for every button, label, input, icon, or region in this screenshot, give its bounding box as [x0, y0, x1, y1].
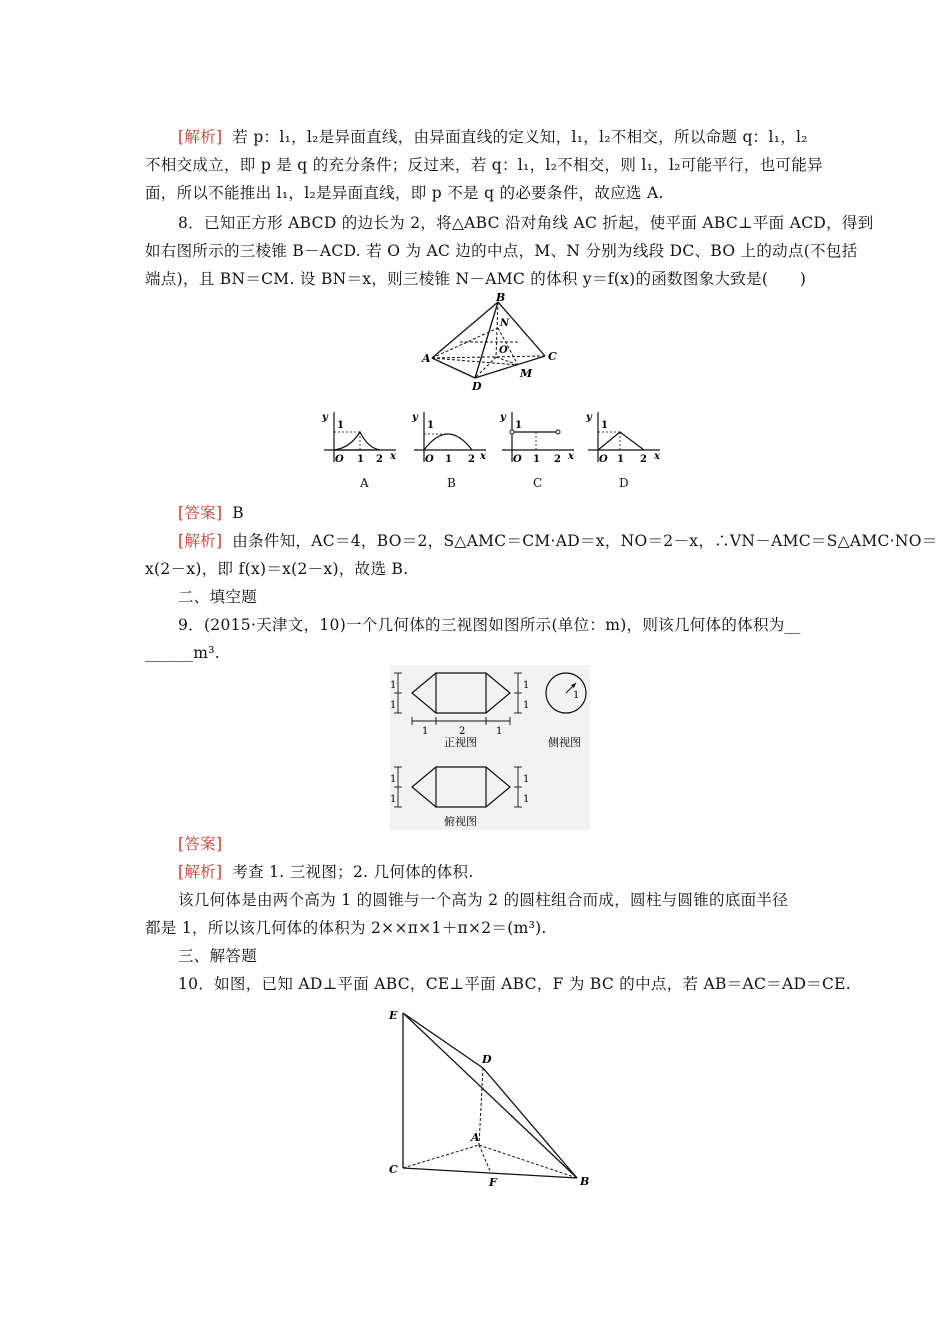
- tick-one: 1: [337, 420, 344, 431]
- axis-y-label: y: [322, 412, 328, 423]
- tick-one: 1: [601, 420, 608, 431]
- option-d-label: D: [619, 476, 629, 490]
- origin-label: O: [335, 454, 344, 465]
- q7-analysis-line-1: [178, 127, 810, 147]
- label-d: D: [472, 380, 482, 393]
- label-o: O: [499, 345, 508, 356]
- q9-analysis-line-2: 该几何体是由两个高为 1 的圆锥与一个高为 2 的圆柱组合而成，圆柱与圆锥的底面半径: [178, 891, 789, 909]
- option-a-label: A: [360, 476, 369, 490]
- q8-answer-line: [178, 503, 810, 523]
- q8-analysis-line-2: x(2－x)，即 f(x)＝x(2－x)，故选 B.: [145, 560, 409, 578]
- label-a: A: [422, 352, 431, 365]
- q9-stem-line-1: 9．(2015·天津文，10)一个几何体的三视图如图所示(单位：m)，则该几何体的体积为__: [178, 616, 801, 634]
- q7-analysis-line-2: 不相交成立，即 p 是 q 的充分条件；反过来，若 q：l₁，l₂不相交，则 l₁，l₂可能平行，也可能异: [145, 156, 823, 174]
- q8-analysis-line-1: [178, 531, 938, 551]
- label-c: C: [548, 350, 557, 363]
- label-f: F: [489, 1176, 497, 1189]
- section-fill-in: 二、填空题: [178, 588, 258, 606]
- q8-stem-line-2: 如右图所示的三棱锥 B－ACD. 若 O 为 AC 边的中点，M、N 分别为线段 DC、BO 上的动点(不包括: [145, 242, 858, 260]
- axis-y-label: y: [586, 412, 592, 423]
- analysis-tag: [解析]: [178, 863, 223, 881]
- label-m: M: [520, 367, 533, 380]
- tick-one: 1: [427, 420, 434, 431]
- analysis-tag: [解析]: [178, 128, 223, 146]
- label-b: B: [496, 291, 506, 304]
- dim-1a: 1: [390, 680, 397, 691]
- dim-2: 2: [459, 726, 466, 737]
- axis-x-label: x: [568, 451, 574, 462]
- q10-figure: [385, 1003, 595, 1193]
- option-c-label: C: [533, 476, 543, 490]
- graph-b: [410, 410, 492, 466]
- answer-tag: [答案]: [178, 835, 223, 853]
- q8-stem-line-1: 8．已知正方形 ABCD 的边长为 2，将△ABC 沿对角线 AC 折起，使平面 ABC⊥平面 ACD，得到: [178, 214, 874, 232]
- label-b: B: [580, 1175, 590, 1188]
- label-n: N: [500, 318, 510, 329]
- dim-1h: 1: [390, 794, 397, 805]
- axis-x-label: x: [480, 451, 486, 462]
- q9-analysis-text-1: 考查 1. 三视图；2. 几何体的体积.: [232, 863, 474, 881]
- dim-1i: 1: [523, 774, 530, 785]
- answer-tag: [答案]: [178, 504, 223, 522]
- dim-1e: 1: [422, 726, 429, 737]
- dim-1c: 1: [523, 680, 530, 691]
- graph-c: [498, 410, 580, 466]
- front-view-label: 正视图: [444, 736, 477, 749]
- q8-analysis-text-1: 由条件知，AC＝4，BO＝2，S△AMC＝CM·AD＝x，NO＝2－x，∴VN－AMC＝S△AMC·NO＝: [232, 532, 938, 550]
- origin-label: O: [513, 454, 522, 465]
- side-view-label: 侧视图: [548, 736, 581, 749]
- q9-stem-line-2: ______m³.: [145, 644, 221, 662]
- option-graphs: [320, 410, 670, 490]
- q9-analysis-line-3: 都是 1，所以该几何体的体积为 2××π×1＋π×2＝(m³).: [145, 919, 547, 937]
- dim-1f: 1: [496, 726, 503, 737]
- origin-label: O: [425, 454, 434, 465]
- label-a: A: [471, 1131, 480, 1144]
- tick-x-two: 2: [376, 454, 383, 465]
- option-b-label: B: [447, 476, 456, 490]
- dim-1d: 1: [523, 700, 530, 711]
- label-e: E: [389, 1009, 398, 1022]
- q8-answer: B: [232, 504, 244, 522]
- radius-label: 1: [573, 690, 580, 701]
- tick-one: 1: [515, 420, 522, 431]
- q8-stem-line-3: 端点)，且 BN＝CM. 设 BN＝x，则三棱锥 N－AMC 的体积 y＝f(x)的函数图象大致是( ): [145, 270, 807, 288]
- q9-answer-line: [178, 834, 810, 854]
- label-d: D: [482, 1053, 492, 1066]
- label-c: C: [389, 1163, 398, 1176]
- dim-1g: 1: [390, 774, 397, 785]
- tick-x-two: 2: [468, 454, 475, 465]
- tick-x-two: 2: [640, 454, 647, 465]
- axis-x-label: x: [654, 451, 660, 462]
- tick-x-two: 2: [554, 454, 561, 465]
- graph-d: [584, 410, 666, 466]
- axis-x-label: x: [390, 451, 396, 462]
- q7-analysis-text-1: 若 p：l₁，l₂是异面直线，由异面直线的定义知，l₁，l₂不相交，所以命题 q：l₁，l₂: [232, 128, 808, 146]
- analysis-tag: [解析]: [178, 532, 223, 550]
- tick-x-one: 1: [445, 454, 452, 465]
- three-view-figure: [390, 665, 590, 830]
- tick-x-one: 1: [357, 454, 364, 465]
- section-solutions: 三、解答题: [178, 947, 258, 965]
- top-view-label: 俯视图: [444, 815, 477, 828]
- dim-1j: 1: [523, 794, 530, 805]
- graph-a: [320, 410, 402, 466]
- pyramid-figure: [420, 290, 565, 395]
- q10-stem-line-1: 10．如图，已知 AD⊥平面 ABC，CE⊥平面 ABC，F 为 BC 的中点，若 AB＝AC＝AD＝CE.: [178, 975, 851, 993]
- axis-y-label: y: [500, 412, 506, 423]
- dim-1b: 1: [390, 700, 397, 711]
- axis-y-label: y: [412, 412, 418, 423]
- tick-x-one: 1: [617, 454, 624, 465]
- tick-x-one: 1: [533, 454, 540, 465]
- q7-analysis-line-3: 面，所以不能推出 l₁，l₂是异面直线，即 p 不是 q 的必要条件，故应选 A.: [145, 184, 664, 202]
- origin-label: O: [599, 454, 608, 465]
- q9-analysis-line-1: [178, 862, 810, 882]
